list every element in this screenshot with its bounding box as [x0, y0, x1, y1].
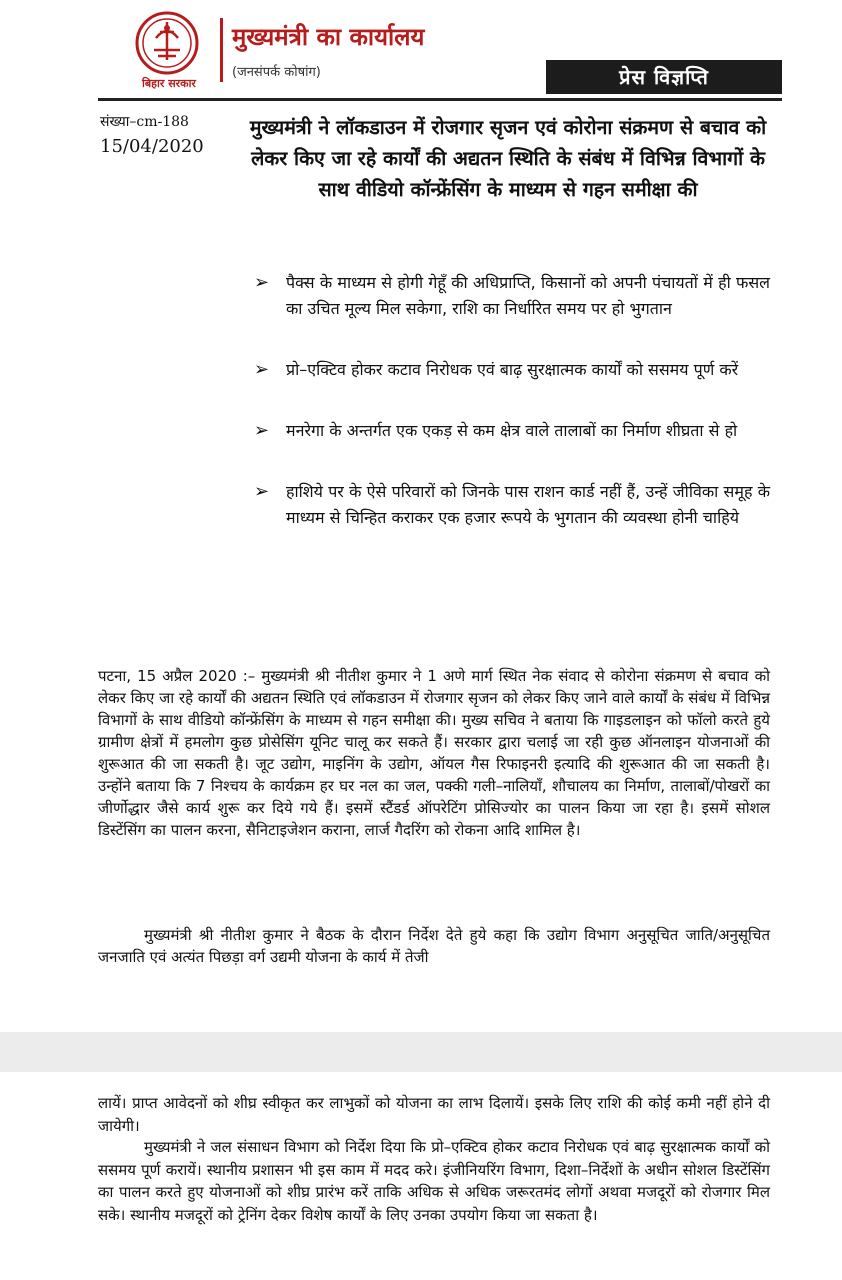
press-release-page-2 [0, 1072, 842, 1280]
arrow-bullet-icon: ➢ [254, 481, 270, 502]
body-paragraph-4: मुख्यमंत्री ने जल संसाधन विभाग को निर्देश दिया कि प्रो–एक्टिव होकर कटाव निरोधक एवं बाढ़ सुरक्षात्मक कार्यों को ससमय पूर्ण करायें। स्थानीय प्रशासन भी इस काम में मदद करे। इंजीनियरिंग विभाग, दिशा–निर्देशों के अधीन सोशल डिस्टेंसिंग का पालन करते हुए योजनाओं को शीघ्र प्रारंभ करें ताकि अधिक से अधिक जरूरतमंद लोगों अथवा मजदूरों को रोजगार मिल सके। स्थानीय मजदूरों को ट्रेनिंग देकर विशेष कार्यों के लिए उनका उपयोग किया जा सकता है। [98, 1138, 770, 1224]
arrow-bullet-icon: ➢ [254, 272, 270, 293]
highlights-list [252, 270, 770, 566]
body-paragraph-2: मुख्यमंत्री श्री नीतीश कुमार ने बैठक के दौरान निर्देश देते हुये कहा कि उद्योग विभाग अनुसूचित जाति/अनुसूचित जनजाति एवं अत्यंत पिछड़ा वर्ग उद्यमी योजना के कार्य में तेजी [98, 926, 770, 966]
release-date: 15/04/2020 [100, 136, 204, 157]
headline: मुख्यमंत्री ने लॉकडाउन में रोजगार सृजन एवं कोरोना संक्रमण से बचाव को लेकर किए जा रहे कार्यों की अद्यतन स्थिति के संबंध में विभिन्न विभागों के साथ वीडियो कॉन्फ्रेंसिंग के माध्यम से गहन समीक्षा की [249, 116, 767, 201]
press-release-badge: प्रेस विज्ञप्ति [546, 60, 782, 94]
highlight-item [252, 479, 770, 531]
highlight-item [252, 270, 770, 322]
bihar-government-emblem-icon [134, 10, 200, 76]
page-gap [0, 1032, 842, 1072]
reference-number: संख्या–cm-188 [100, 114, 189, 130]
highlight-text: पैक्स के माध्यम से होगी गेहूँ की अधिप्राप्ति, किसानों को अपनी पंचायतों में ही फसल का उचित मूल्य मिल सकेगा, राशि का निर्धारित समय पर हो भुगतान [286, 273, 770, 318]
highlight-text: हाशिये पर के ऐसे परिवारों को जिनके पास राशन कार्ड नहीं हैं, उन्हें जीविका समूह के माध्यम से चिन्हित कराकर एक हजार रूपये के भुगतान की व्यवस्था होनी चाहिये [286, 482, 770, 527]
highlight-text: प्रो–एक्टिव होकर कटाव निरोधक एवं बाढ़ सुरक्षात्मक कार्यों को ससमय पूर्ण करें [286, 360, 739, 379]
letterhead [98, 0, 782, 101]
office-subtitle: (जनसंपर्क कोषांग) [232, 65, 321, 80]
highlight-text: मनरेगा के अन्तर्गत एक एकड़ से कम क्षेत्र वाले तालाबों का निर्माण शीघ्रता से हो [286, 421, 738, 440]
body-paragraph-1: पटना, 15 अप्रैल 2020 :– मुख्यमंत्री श्री नीतीश कुमार ने 1 अणे मार्ग स्थित नेक संवाद से कोरोना संक्रमण से बचाव को लेकर किए जा रहे कार्यों की अद्यतन स्थिति एवं लॉकडाउन में रोजगार सृजन को लेकर किए जाने वाले कार्यों के संबंध में विभिन्न विभागों के साथ वीडियो कॉन्फ्रेंसिंग के माध्यम से गहन समीक्षा की। मुख्य सचिव ने बताया कि गाइडलाइन को फॉलो करते हुये ग्रामीण क्षेत्रों में हमलोग कुछ प्रोसेसिंग यूनिट चालू कर सकते हैं। सरकार द्वारा चलाई जा रही कुछ ऑनलाइन योजनाओं की शुरूआत की जा सकती है। जूट उद्योग, माइनिंग के उद्योग, ऑयल गैस रिफाइनरी इत्यादि की शुरूआत की जा सकती है। उन्होंने बताया कि 7 निश्चय के कार्यक्रम हर घर नल का जल, पक्की गली–नालियाँ, शौचालय का निर्माण, तालाबों/पोखरों का जीर्णोद्धार जैसे कार्य शुरू कर दिये गये हैं। इसमें स्टैंडर्ड ऑपरेटिंग प्रोसिज्योर का पालन किया जा रहा है। इसमें सोशल डिस्टेंसिंग का पालन करना, सैनिटाइजेशन कराना, लार्ज गैदरिंग को रोकना आदि शामिल है। [98, 667, 770, 839]
arrow-bullet-icon: ➢ [254, 359, 270, 380]
emblem-caption: बिहार सरकार [142, 77, 196, 90]
body-paragraph-3: लायें। प्राप्त आवेदनों को शीघ्र स्वीकृत कर लाभुकों को योजना का लाभ दिलायें। इसके लिए राशि की कोई कमी नहीं होने दी जायेगी। [98, 1094, 770, 1135]
arrow-bullet-icon: ➢ [254, 420, 270, 441]
header-divider [220, 18, 223, 82]
highlight-item [252, 418, 770, 444]
highlight-item [252, 357, 770, 383]
office-title: मुख्यमंत्री का कार्यालय [232, 23, 425, 51]
